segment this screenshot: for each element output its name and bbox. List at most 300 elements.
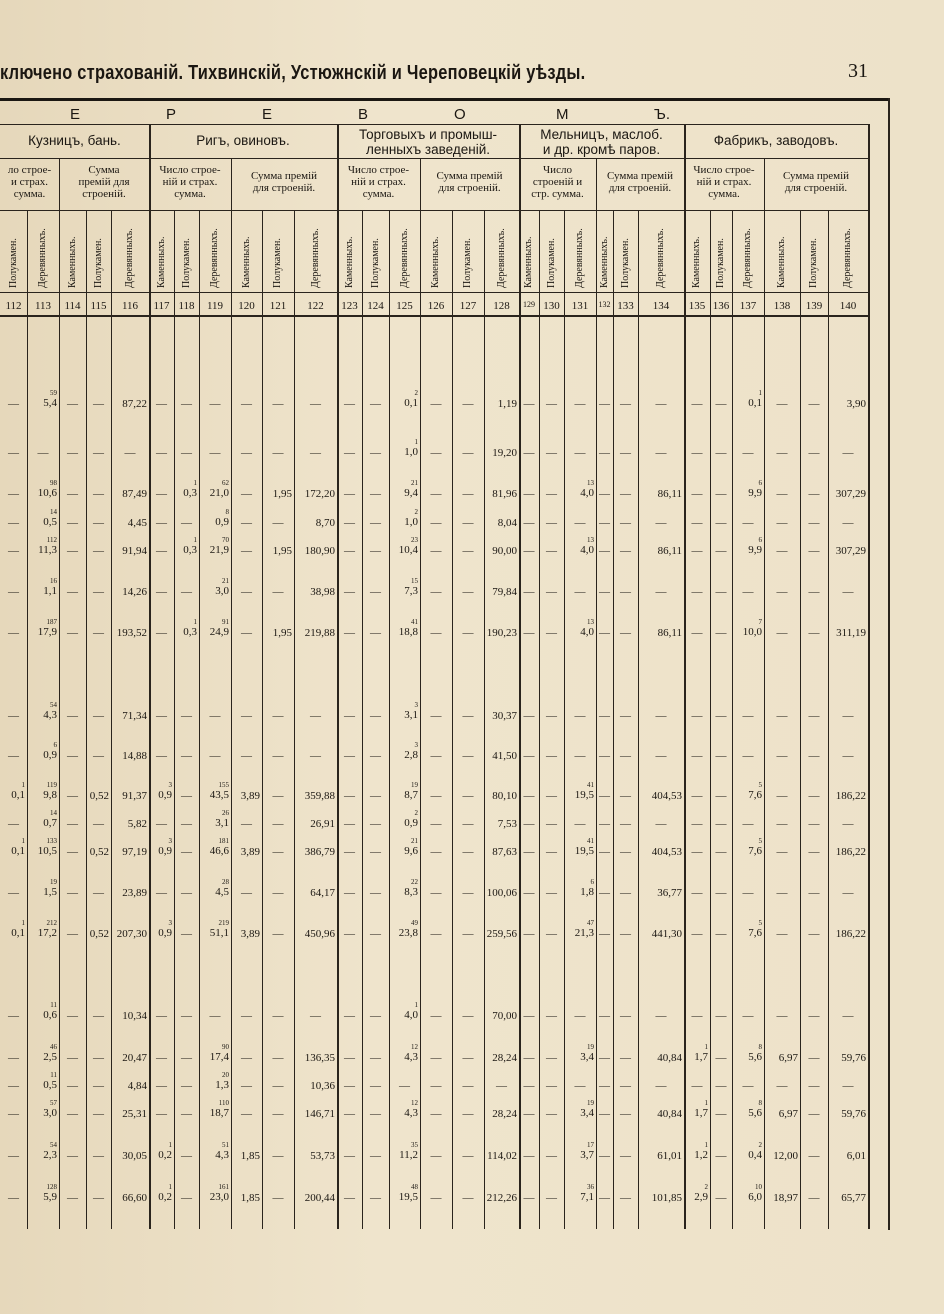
cell-value: 59,76 bbox=[841, 1108, 866, 1120]
empty-dash: — bbox=[93, 398, 104, 410]
empty-dash: — bbox=[181, 1192, 192, 1204]
empty-dash: — bbox=[272, 1080, 284, 1092]
table-cell bbox=[294, 818, 335, 830]
cell-value: 1,3 bbox=[215, 1079, 229, 1091]
empty-dash: — bbox=[124, 447, 136, 459]
cell-value: 71,34 bbox=[122, 710, 147, 722]
cell-value: 0,9 bbox=[404, 817, 418, 829]
empty-dash: — bbox=[344, 1052, 355, 1064]
column-number: 129 bbox=[523, 300, 535, 309]
table-cell bbox=[732, 1183, 762, 1203]
cell-value: 0,3 bbox=[183, 487, 197, 499]
table-cell bbox=[294, 1150, 335, 1162]
table-cell bbox=[294, 1108, 335, 1120]
empty-dash: — bbox=[430, 1052, 442, 1064]
cell-value: 6,0 bbox=[748, 1191, 762, 1203]
building-count: 3 bbox=[414, 741, 418, 749]
empty-dash: — bbox=[8, 1108, 19, 1120]
empty-dash: — bbox=[67, 488, 78, 500]
cell-value: 70,00 bbox=[492, 1010, 517, 1022]
cell-value: 38,98 bbox=[310, 586, 335, 598]
table-cell bbox=[294, 1052, 335, 1064]
cell-value: 3,7 bbox=[580, 1149, 594, 1161]
building-count: 59 bbox=[50, 389, 57, 397]
cell-value: 3,89 bbox=[240, 928, 260, 940]
empty-dash: — bbox=[546, 1080, 557, 1092]
empty-dash: — bbox=[370, 818, 381, 830]
table-cell bbox=[199, 1043, 229, 1063]
building-count: 219 bbox=[218, 919, 229, 927]
empty-dash: — bbox=[691, 447, 703, 459]
table-cell bbox=[389, 919, 418, 939]
empty-dash: — bbox=[67, 1010, 78, 1022]
table-cell bbox=[262, 545, 292, 557]
running-title: ключено страхованій. Тихвинскій, Устюжнскій и Череповецкій уѣзды. bbox=[0, 62, 586, 84]
table-cell bbox=[389, 618, 418, 638]
table-cell bbox=[86, 846, 109, 858]
empty-dash: — bbox=[67, 447, 78, 459]
empty-dash: — bbox=[546, 1192, 557, 1204]
empty-dash: — bbox=[462, 1052, 474, 1064]
cell-value: 193,52 bbox=[116, 627, 147, 639]
page-number: 31 bbox=[848, 60, 868, 82]
empty-dash: — bbox=[272, 1010, 284, 1022]
empty-dash: — bbox=[156, 447, 167, 459]
table-cell bbox=[111, 790, 147, 802]
cell-value: 4,0 bbox=[580, 626, 594, 638]
table-hline bbox=[0, 210, 868, 211]
empty-dash: — bbox=[344, 1010, 355, 1022]
empty-dash: — bbox=[241, 818, 252, 830]
empty-dash: — bbox=[620, 627, 631, 639]
cell-value: 1,2 bbox=[694, 1149, 708, 1161]
empty-dash: — bbox=[655, 586, 667, 598]
column-type-label: Деревянныхъ. bbox=[495, 228, 507, 288]
table-cell bbox=[111, 517, 147, 529]
cell-value: 90,00 bbox=[492, 545, 517, 557]
building-count: 11 bbox=[50, 1001, 57, 1009]
empty-dash: — bbox=[8, 887, 19, 899]
empty-dash: — bbox=[241, 398, 252, 410]
empty-dash: — bbox=[67, 846, 78, 858]
column-number: 115 bbox=[90, 300, 107, 312]
subheader-count_e: Число строе- ній и страх. сумма. bbox=[693, 164, 755, 200]
cell-value: 1,7 bbox=[694, 1051, 708, 1063]
empty-dash: — bbox=[691, 887, 703, 899]
table-cell bbox=[732, 618, 762, 638]
empty-dash: — bbox=[546, 790, 557, 802]
empty-dash: — bbox=[462, 818, 474, 830]
cell-value: 4,45 bbox=[127, 517, 147, 529]
empty-dash: — bbox=[546, 545, 557, 557]
table-cell bbox=[732, 781, 762, 801]
empty-dash: — bbox=[691, 517, 703, 529]
cell-value: 307,29 bbox=[835, 488, 866, 500]
cell-value: 3,89 bbox=[240, 790, 260, 802]
empty-dash: — bbox=[241, 1052, 252, 1064]
empty-dash: — bbox=[808, 488, 820, 500]
building-count: 57 bbox=[50, 1099, 57, 1107]
cell-value: 4,3 bbox=[215, 1149, 229, 1161]
cell-value: 66,60 bbox=[122, 1192, 147, 1204]
empty-dash: — bbox=[344, 517, 355, 529]
empty-dash: — bbox=[430, 1080, 442, 1092]
cell-value: 36,77 bbox=[657, 887, 682, 899]
table-cell bbox=[111, 846, 147, 858]
table-cell bbox=[27, 1001, 57, 1021]
empty-dash: — bbox=[93, 710, 104, 722]
empty-dash: — bbox=[715, 447, 727, 459]
empty-dash: — bbox=[655, 1010, 667, 1022]
column-type-label: Полукамен. bbox=[272, 238, 283, 288]
empty-dash: — bbox=[272, 790, 284, 802]
empty-dash: — bbox=[310, 1010, 321, 1022]
empty-dash: — bbox=[691, 398, 703, 410]
cell-value: 0,52 bbox=[89, 846, 109, 858]
empty-dash: — bbox=[93, 1150, 104, 1162]
empty-dash: — bbox=[523, 1192, 535, 1204]
cell-value: 28,24 bbox=[492, 1052, 517, 1064]
table-cell bbox=[732, 1141, 762, 1161]
building-count: 19 bbox=[587, 1099, 594, 1107]
table-cell bbox=[262, 488, 292, 500]
building-count: 1 bbox=[193, 618, 197, 626]
cell-value: 17,4 bbox=[209, 1051, 229, 1063]
cell-value: 200,44 bbox=[304, 1192, 335, 1204]
empty-dash: — bbox=[430, 750, 442, 762]
empty-dash: — bbox=[462, 790, 474, 802]
cell-value: 10,34 bbox=[122, 1010, 147, 1022]
empty-dash: — bbox=[691, 545, 703, 557]
empty-dash: — bbox=[574, 710, 586, 722]
empty-dash: — bbox=[808, 545, 820, 557]
cell-value: 18,7 bbox=[209, 1107, 229, 1119]
empty-dash: — bbox=[181, 710, 192, 722]
empty-dash: — bbox=[691, 1080, 703, 1092]
cell-value: 20,47 bbox=[122, 1052, 147, 1064]
cell-value: 5,6 bbox=[748, 1051, 762, 1063]
empty-dash: — bbox=[599, 750, 610, 762]
table-cell bbox=[294, 627, 335, 639]
cell-value: 14,26 bbox=[122, 586, 147, 598]
cell-value: 4,3 bbox=[404, 1107, 418, 1119]
table-cell bbox=[389, 837, 418, 857]
empty-dash: — bbox=[370, 398, 381, 410]
table-cell bbox=[638, 928, 682, 940]
column-number: 131 bbox=[571, 300, 589, 312]
empty-dash: — bbox=[620, 790, 631, 802]
empty-dash: — bbox=[599, 517, 610, 529]
empty-dash: — bbox=[67, 790, 78, 802]
sub-separator bbox=[764, 158, 765, 1229]
subheader-count_d: Число строеній и стр. сумма. bbox=[531, 164, 584, 200]
empty-dash: — bbox=[370, 627, 381, 639]
table-cell bbox=[484, 1150, 517, 1162]
table-cell bbox=[149, 1183, 172, 1203]
empty-dash: — bbox=[67, 1052, 78, 1064]
cell-value: 97,19 bbox=[122, 846, 147, 858]
empty-dash: — bbox=[808, 710, 820, 722]
building-count: 22 bbox=[411, 878, 418, 886]
empty-dash: — bbox=[370, 887, 381, 899]
building-count: 17 bbox=[587, 1141, 594, 1149]
empty-dash: — bbox=[776, 928, 788, 940]
building-count: 91 bbox=[222, 618, 229, 626]
empty-dash: — bbox=[272, 1192, 284, 1204]
column-number: 133 bbox=[617, 300, 634, 312]
building-count: 2 bbox=[704, 1183, 708, 1191]
empty-dash: — bbox=[546, 710, 557, 722]
building-count: 12 bbox=[411, 1099, 418, 1107]
empty-dash: — bbox=[156, 398, 167, 410]
table-cell bbox=[27, 1099, 57, 1119]
table-cell bbox=[638, 1192, 682, 1204]
empty-dash: — bbox=[8, 710, 19, 722]
empty-dash: — bbox=[430, 790, 442, 802]
empty-dash: — bbox=[430, 488, 442, 500]
table-cell bbox=[389, 508, 418, 528]
cell-value: 5,82 bbox=[127, 818, 147, 830]
cell-value: 0,9 bbox=[158, 845, 172, 857]
table-cell bbox=[199, 809, 229, 829]
spaced-letter: Р bbox=[166, 106, 177, 123]
empty-dash: — bbox=[8, 545, 19, 557]
empty-dash: — bbox=[599, 1150, 610, 1162]
table-cell bbox=[294, 488, 335, 500]
empty-dash: — bbox=[523, 586, 535, 598]
empty-dash: — bbox=[776, 750, 788, 762]
empty-dash: — bbox=[620, 887, 631, 899]
empty-dash: — bbox=[691, 818, 703, 830]
empty-dash: — bbox=[691, 790, 703, 802]
empty-dash: — bbox=[620, 1150, 631, 1162]
empty-dash: — bbox=[808, 1010, 820, 1022]
empty-dash: — bbox=[620, 928, 631, 940]
empty-dash: — bbox=[742, 447, 754, 459]
cell-value: 40,84 bbox=[657, 1052, 682, 1064]
table-cell bbox=[294, 846, 335, 858]
cell-value: 2,3 bbox=[43, 1149, 57, 1161]
column-number: 120 bbox=[238, 300, 255, 312]
empty-dash: — bbox=[655, 750, 667, 762]
table-cell bbox=[174, 479, 197, 499]
cell-value: 404,53 bbox=[651, 846, 682, 858]
cell-value: 30,37 bbox=[492, 710, 517, 722]
empty-dash: — bbox=[181, 887, 192, 899]
empty-dash: — bbox=[8, 750, 19, 762]
empty-dash: — bbox=[462, 586, 474, 598]
empty-dash: — bbox=[523, 1150, 535, 1162]
cell-value: 3,0 bbox=[43, 1107, 57, 1119]
cell-value: 21,9 bbox=[209, 544, 229, 556]
group-header: Фабрикъ, заводовъ. bbox=[713, 133, 839, 148]
table-cell bbox=[149, 919, 172, 939]
table-cell bbox=[389, 1183, 418, 1203]
empty-dash: — bbox=[181, 1150, 192, 1162]
building-count: 49 bbox=[411, 919, 418, 927]
empty-dash: — bbox=[344, 928, 355, 940]
table-cell bbox=[199, 536, 229, 556]
table-cell bbox=[564, 1183, 594, 1203]
cell-value: 6,97 bbox=[778, 1052, 798, 1064]
column-number: 138 bbox=[773, 300, 791, 312]
empty-dash: — bbox=[599, 488, 610, 500]
empty-dash: — bbox=[599, 1080, 610, 1092]
empty-dash: — bbox=[156, 1010, 167, 1022]
empty-dash: — bbox=[842, 1080, 854, 1092]
cell-value: 172,20 bbox=[304, 488, 335, 500]
cell-value: 8,70 bbox=[315, 517, 335, 529]
spaced-letter: Е bbox=[70, 106, 81, 123]
building-count: 21 bbox=[411, 837, 418, 845]
table-cell bbox=[828, 1150, 866, 1162]
cell-value: 146,71 bbox=[304, 1108, 335, 1120]
empty-dash: — bbox=[574, 818, 586, 830]
empty-dash: — bbox=[209, 1010, 221, 1022]
spaced-letter: М bbox=[556, 106, 569, 123]
empty-dash: — bbox=[776, 398, 788, 410]
column-type-label: Каменныхъ. bbox=[598, 236, 610, 288]
empty-dash: — bbox=[156, 1080, 167, 1092]
table-cell bbox=[111, 586, 147, 598]
empty-dash: — bbox=[808, 1080, 820, 1092]
empty-dash: — bbox=[370, 586, 381, 598]
building-count: 54 bbox=[50, 1141, 57, 1149]
empty-dash: — bbox=[523, 1108, 535, 1120]
empty-dash: — bbox=[67, 928, 78, 940]
empty-dash: — bbox=[272, 517, 284, 529]
building-count: 112 bbox=[46, 536, 57, 544]
empty-dash: — bbox=[742, 1080, 754, 1092]
table-cell bbox=[0, 919, 25, 939]
table-cell bbox=[732, 389, 762, 409]
cell-value: 0,3 bbox=[183, 626, 197, 638]
table-cell bbox=[111, 398, 147, 410]
empty-dash: — bbox=[776, 627, 788, 639]
cell-value: 2,5 bbox=[43, 1051, 57, 1063]
table-cell bbox=[484, 710, 517, 722]
table-cell bbox=[199, 577, 229, 597]
empty-dash: — bbox=[430, 710, 442, 722]
empty-dash: — bbox=[272, 1052, 284, 1064]
cell-value: 359,88 bbox=[304, 790, 335, 802]
empty-dash: — bbox=[310, 398, 321, 410]
cell-value: 1,19 bbox=[497, 398, 517, 410]
cell-value: 6,01 bbox=[846, 1150, 866, 1162]
building-count: 90 bbox=[222, 1043, 229, 1051]
empty-dash: — bbox=[715, 398, 727, 410]
empty-dash: — bbox=[241, 750, 252, 762]
empty-dash: — bbox=[272, 1108, 284, 1120]
empty-dash: — bbox=[67, 627, 78, 639]
empty-dash: — bbox=[808, 447, 820, 459]
empty-dash: — bbox=[430, 928, 442, 940]
empty-dash: — bbox=[776, 517, 788, 529]
table-cell bbox=[828, 928, 866, 940]
cell-value: 3,0 bbox=[215, 585, 229, 597]
table-cell bbox=[764, 1150, 798, 1162]
building-count: 1 bbox=[193, 479, 197, 487]
empty-dash: — bbox=[599, 846, 610, 858]
cell-value: 10,4 bbox=[398, 544, 418, 556]
cell-value: 51,1 bbox=[209, 927, 229, 939]
empty-dash: — bbox=[715, 545, 727, 557]
empty-dash: — bbox=[181, 1010, 192, 1022]
empty-dash: — bbox=[808, 928, 820, 940]
empty-dash: — bbox=[93, 488, 104, 500]
empty-dash: — bbox=[67, 1080, 78, 1092]
empty-dash: — bbox=[241, 1080, 252, 1092]
cell-value: 4,0 bbox=[580, 544, 594, 556]
building-count: 3 bbox=[168, 781, 172, 789]
cell-value: 386,79 bbox=[304, 846, 335, 858]
table-cell bbox=[111, 1080, 147, 1092]
table-cell bbox=[199, 618, 229, 638]
building-count: 15 bbox=[411, 577, 418, 585]
table-cell bbox=[27, 1141, 57, 1161]
column-type-label: Полукамен. bbox=[92, 238, 104, 288]
empty-dash: — bbox=[842, 750, 854, 762]
empty-dash: — bbox=[842, 1010, 854, 1022]
empty-dash: — bbox=[546, 1150, 557, 1162]
building-count: 161 bbox=[218, 1183, 229, 1191]
cell-value: 4,84 bbox=[127, 1080, 147, 1092]
table-cell bbox=[638, 627, 682, 639]
empty-dash: — bbox=[462, 447, 474, 459]
empty-dash: — bbox=[599, 710, 610, 722]
spaced-letters-row bbox=[0, 106, 888, 124]
cell-value: 1,95 bbox=[272, 627, 292, 639]
building-count: 16 bbox=[50, 577, 57, 585]
table-cell bbox=[294, 887, 335, 899]
cell-value: 80,10 bbox=[492, 790, 517, 802]
empty-dash: — bbox=[67, 710, 78, 722]
cell-value: 19,5 bbox=[398, 1191, 418, 1203]
empty-dash: — bbox=[776, 846, 788, 858]
table-cell bbox=[294, 586, 335, 598]
cell-value: 17,9 bbox=[37, 626, 57, 638]
column-number: 137 bbox=[739, 300, 757, 312]
building-count: 1 bbox=[704, 1141, 708, 1149]
table-cell bbox=[262, 627, 292, 639]
cell-value: 0,9 bbox=[158, 927, 172, 939]
table-cell bbox=[638, 1052, 682, 1064]
empty-dash: — bbox=[370, 928, 381, 940]
empty-dash: — bbox=[842, 818, 854, 830]
column-type-label: Каменныхъ. bbox=[430, 236, 441, 288]
table-cell bbox=[638, 790, 682, 802]
table-cell bbox=[828, 1192, 866, 1204]
column-number: 119 bbox=[206, 300, 224, 312]
cell-value: 2,9 bbox=[694, 1191, 708, 1203]
table-cell bbox=[484, 1052, 517, 1064]
table-cell bbox=[564, 878, 594, 898]
building-count: 1 bbox=[704, 1043, 708, 1051]
empty-dash: — bbox=[430, 887, 442, 899]
table-cell bbox=[564, 1141, 594, 1161]
empty-dash: — bbox=[742, 710, 754, 722]
building-count: 6 bbox=[758, 536, 762, 544]
empty-dash: — bbox=[574, 750, 586, 762]
empty-dash: — bbox=[842, 517, 854, 529]
building-count: 128 bbox=[46, 1183, 57, 1191]
empty-dash: — bbox=[742, 586, 754, 598]
empty-dash: — bbox=[67, 1108, 78, 1120]
cell-value: 1,0 bbox=[404, 446, 418, 458]
column-type-label: Каменныхъ. bbox=[776, 236, 787, 288]
building-count: 7 bbox=[758, 618, 762, 626]
table-cell bbox=[27, 878, 57, 898]
